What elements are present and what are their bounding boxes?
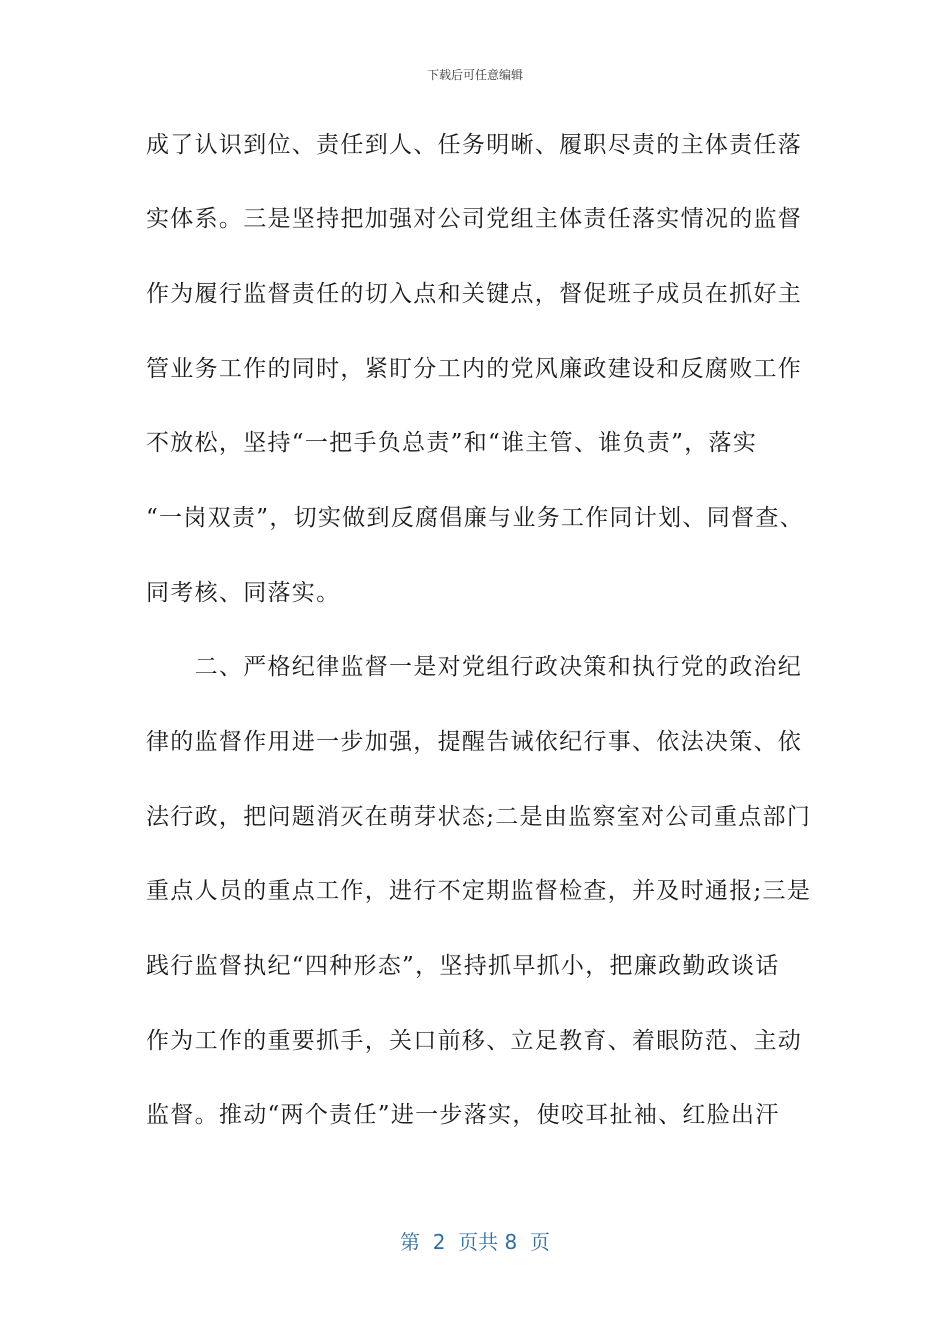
text-line: 作为工作的重要抓手，关口前移、立足教育、着眼防范、主动 — [146, 1028, 803, 1054]
text-line: 实体系。三是坚持把加强对公司党组主体责任落实情况的监督 — [146, 206, 803, 232]
text-line: 法行政，把问题消灭在萌芽状态;二是由监察室对公司重点部门 — [146, 804, 812, 830]
text-line: 同考核、同落实。 — [146, 580, 341, 606]
text-line: 二、严格纪律监督一是对党组行政决策和执行党的政治纪 — [146, 654, 803, 680]
text-line: 作为履行监督责任的切入点和关键点，督促班子成员在抓好主 — [146, 281, 803, 307]
text-line: “一岗双责”，切实做到反腐倡廉与业务工作同计划、同督查、 — [146, 505, 804, 531]
text-line: 成了认识到位、责任到人、任务明晰、履职尽责的主体责任落 — [146, 132, 803, 158]
text-line: 重点人员的重点工作，进行不定期监督检查，并及时通报;三是 — [146, 878, 812, 904]
text-line: 不放松，坚持“一把手负总责”和“谁主管、谁负责”，落实 — [146, 430, 758, 456]
text-line: 管业务工作的同时，紧盯分工内的党风廉政建设和反腐败工作 — [146, 356, 803, 382]
page-header: 下载后可任意编辑 — [426, 68, 523, 82]
text-line: 律的监督作用进一步加强，提醒告诫依纪行事、依法决策、依 — [146, 729, 803, 755]
text-line: 监督。推动“两个责任”进一步落实，使咬耳扯袖、红脸出汗 — [146, 1102, 780, 1128]
page-number-footer: 第 2 页共 8 页 — [400, 1230, 550, 1254]
text-line: 践行监督执纪“四种形态”，坚持抓早抓小，把廉政勤政谈话 — [146, 953, 780, 979]
